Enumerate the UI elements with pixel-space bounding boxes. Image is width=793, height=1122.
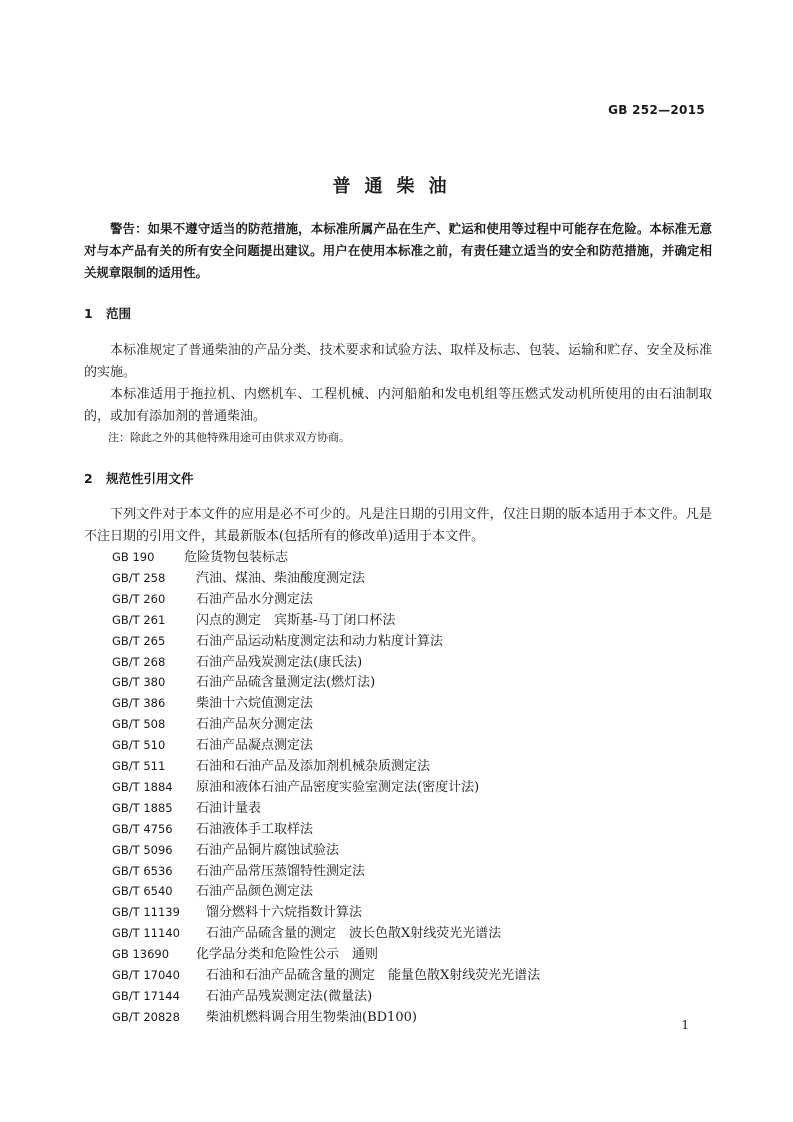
reference-code: GB/T 6540 [112, 884, 173, 899]
reference-item [112, 735, 313, 756]
reference-item [112, 965, 540, 986]
reference-code: GB/T 6536 [112, 863, 173, 878]
reference-item [112, 902, 362, 923]
reference-title: 汽油、煤油、柴油酸度测定法 [196, 570, 366, 586]
reference-item [112, 756, 430, 777]
reference-title: 闪点的测定 宾斯基-马丁闭口杯法 [196, 612, 396, 628]
reference-title: 石油液体手工取样法 [196, 821, 314, 837]
reference-title: 石油产品铜片腐蚀试验法 [196, 842, 340, 858]
reference-title: 石油产品凝点测定法 [196, 738, 314, 754]
reference-code: GB/T 510 [112, 738, 166, 753]
reference-title: 柴油十六烷值测定法 [196, 696, 314, 712]
references-intro: 下列文件对于本文件的应用是必不可少的。凡是注日期的引用文件，仅注日期的版本适用于本文件。凡是不注日期的引用文件，其最新版本(包括所有的修改单)适用于本文件。 [84, 507, 712, 544]
reference-code: GB/T 508 [112, 717, 166, 732]
reference-item [112, 568, 365, 589]
reference-item [112, 589, 313, 610]
reference-code: GB/T 5096 [112, 842, 173, 857]
reference-title: 馏分燃料十六烷指数计算法 [206, 905, 363, 921]
page-number: 1 [681, 1018, 689, 1032]
section-1-heading [84, 304, 131, 322]
reference-title: 石油产品水分测定法 [196, 591, 314, 607]
reference-title: 化学品分类和危险性公示 通则 [196, 947, 379, 963]
reference-code: GB 13690 [112, 947, 170, 962]
reference-item [112, 652, 362, 673]
reference-code: GB/T 1884 [112, 779, 173, 794]
section-2-heading [84, 469, 194, 487]
section-number: 2 [84, 471, 93, 486]
section-number: 1 [84, 306, 93, 321]
reference-item [112, 986, 372, 1007]
reference-code: GB/T 17144 [112, 988, 180, 1003]
reference-item [112, 714, 313, 735]
reference-title: 柴油机燃料调合用生物柴油(BD100) [206, 1009, 417, 1025]
scope-paragraph-1: 本标准规定了普通柴油的产品分类、技术要求和试验方法、取样及标志、包装、运输和贮存、安全及标准的实施。 [84, 343, 712, 380]
reference-code: GB/T 268 [112, 654, 166, 669]
reference-title: 石油产品灰分测定法 [196, 717, 314, 733]
reference-code: GB/T 11139 [112, 905, 180, 920]
reference-item [112, 777, 479, 798]
reference-item [112, 819, 313, 840]
reference-code: GB/T 380 [112, 675, 166, 690]
reference-code: GB/T 260 [112, 591, 166, 606]
reference-title: 石油产品常压蒸馏特性测定法 [196, 863, 366, 879]
standard-code: GB 252—2015 [608, 103, 705, 117]
reference-title: 危险货物包装标志 [184, 550, 289, 565]
reference-code: GB/T 20828 [112, 1009, 180, 1024]
section-title: 范围 [106, 306, 132, 321]
reference-item [112, 693, 313, 714]
reference-item [112, 1007, 417, 1028]
warning-paragraph: 警告：如果不遵守适当的防范措施，本标准所属产品在生产、贮运和使用等过程中可能存在危险。本标准无意对与本产品有关的所有安全问题提出建议。用户在使用本标准之前，有责任建立适当的安全和防范措施，并确定相关规章限制的适用性。 [84, 221, 712, 280]
reference-code: GB/T 1885 [112, 800, 173, 815]
reference-item [112, 923, 501, 944]
reference-item [112, 861, 365, 882]
reference-title: 石油产品硫含量测定法(燃灯法) [196, 675, 376, 691]
reference-code: GB 190 [112, 550, 155, 564]
page-title: 普通柴油 [332, 176, 461, 197]
reference-title: 石油产品残炭测定法(康氏法) [196, 654, 363, 670]
reference-title: 石油计量表 [196, 800, 262, 816]
reference-item [112, 840, 339, 861]
reference-title: 原油和液体石油产品密度实验室测定法(密度计法) [196, 779, 480, 795]
reference-title: 石油和石油产品硫含量的测定 能量色散X射线荧光光谱法 [206, 968, 541, 983]
reference-item [112, 631, 443, 652]
reference-title: 石油产品残炭测定法(微量法) [206, 988, 373, 1004]
reference-code: GB/T 258 [112, 570, 166, 585]
reference-item [112, 672, 375, 693]
reference-title: 石油产品硫含量的测定 波长色散X射线荧光光谱法 [206, 926, 502, 942]
reference-code: GB/T 17040 [112, 968, 180, 982]
reference-item [112, 944, 378, 965]
reference-item [112, 547, 288, 568]
scope-note: 注：除此之外的其他特殊用途可由供求双方协商。 [108, 431, 350, 444]
reference-item [112, 798, 261, 819]
reference-title: 石油产品颜色测定法 [196, 884, 314, 900]
reference-code: GB/T 265 [112, 633, 166, 648]
reference-title: 石油产品运动粘度测定法和动力粘度计算法 [196, 633, 444, 649]
reference-code: GB/T 261 [112, 612, 166, 627]
reference-code: GB/T 511 [112, 759, 166, 773]
section-title: 规范性引用文件 [106, 471, 194, 486]
reference-item [112, 610, 395, 631]
scope-paragraph-2: 本标准适用于拖拉机、内燃机车、工程机械、内河船舶和发电机组等压燃式发动机所使用的由石油制取的，或加有添加剂的普通柴油。 [84, 387, 712, 424]
reference-item [112, 881, 313, 902]
reference-title: 石油和石油产品及添加剂机械杂质测定法 [196, 759, 431, 774]
reference-code: GB/T 11140 [112, 926, 180, 941]
reference-code: GB/T 386 [112, 696, 166, 711]
reference-code: GB/T 4756 [112, 821, 173, 836]
